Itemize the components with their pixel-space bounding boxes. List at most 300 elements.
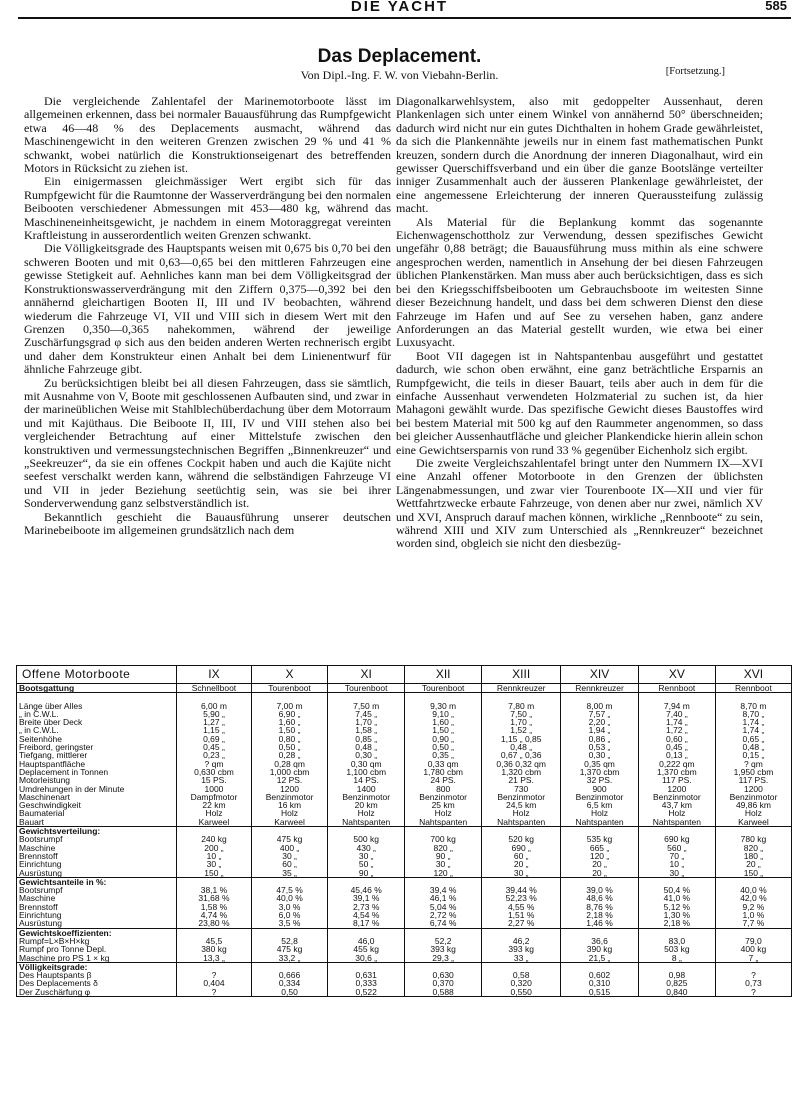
cell-value: 150 „ [204, 867, 224, 878]
table-cell [177, 928, 252, 962]
cell-value: 10 „ [669, 859, 685, 870]
cell-value: 52,8 [281, 935, 298, 946]
cell-value: 1,27 „ [203, 717, 225, 728]
row-label: Hauptspantfläche [19, 758, 86, 769]
cell-value: Holz [357, 808, 375, 819]
row-label: Der Zuschärfung φ [19, 986, 91, 997]
cell-value: 1200 [743, 783, 763, 794]
table-cell [561, 928, 639, 962]
cell-value: 4,54 % [352, 910, 380, 921]
table-cell [328, 877, 405, 928]
cell-value: 400 „ [279, 842, 300, 853]
cell-value: 0,13 „ [665, 750, 688, 761]
cell-value: 0,50 „ [278, 742, 301, 753]
cell-value: 90 „ [435, 850, 451, 861]
row-label: Rumpf pro Tonne Depl. [19, 944, 107, 955]
table-cell [177, 877, 252, 928]
cell-value: 2,73 % [352, 901, 380, 912]
cell-value: 6,90 „ [278, 708, 301, 719]
cell-value: 0,522 [355, 986, 377, 997]
cell-value: 43,7 km [661, 800, 692, 811]
cell-value: 430 „ [356, 842, 376, 853]
cell-value: 8,70 m [740, 700, 767, 711]
row-label: Bootsrumpf [19, 885, 63, 896]
table-cell [405, 827, 482, 878]
row-label: Einrichtung [19, 910, 62, 921]
cell-value: 1,50 „ [432, 725, 455, 736]
cell-value: 1,000 cbm [269, 766, 310, 777]
cell-value: 83,0 [668, 935, 686, 946]
table-cell [482, 877, 561, 928]
cell-value: 8,00 m [586, 700, 613, 711]
table-cell [482, 928, 561, 962]
table-cell [251, 827, 327, 878]
article-title: Das Deplacement. [317, 46, 482, 67]
cell-value: 0,58 [512, 970, 530, 981]
cell-value: 393 kg [430, 944, 456, 955]
paragraph: Zu berücksichtigen bleibt bei all diesen Fahrzeugen, dass sie sämtlich, mit Ausnahme von V, Boote mit geschlossenen Aufbauten sind, und zwar in der marineüblichen Weise mit Stahlblechüberdachung über dem Motorraum und mit Kajüthaus. Die Beiboote II, III, IV und VIII stehen also bei vergleichender Betrachtung auf einer Mittelstufe zwischen den konstruktiven und vermessungstechnischen Begriffen „Binnenkreuzer“ und „Seekreuzer“, da sie ein offenes Cockpit haben und auch die Kajüte nicht seefest verschalkt werden kann, während die selbständigen Fahrzeuge VI und VII in jeder Beziehung seetüchtig sein, was sie bei ihrer Sonderverwendung ganz selbstverständlich ist. [24, 375, 391, 511]
cell-value: 0,840 [666, 986, 688, 997]
cell-value: 90 „ [358, 867, 374, 878]
cell-value: Karweel [274, 816, 305, 827]
section-labels [17, 962, 177, 996]
row-label: Bootsgattung [19, 683, 75, 693]
paragraph: Boot VII dagegen ist in Nahtspantenbau ausgeführt und gestattet dadurch, wie schon oben erwähnt, eine ganz beträchtliche Ersparnis an Rumpfgewicht, die teils in dieser Bauart, teils aber auch in dem für die einfache Aussenhaut verwendeten Holzmaterial zu suchen ist, da hier Mahagoni gewählt wurde. Das spezifische Gewicht dieses Baustoffes wird bei bestem Material mit 500 kg auf den Raummeter angenommen, so dass bei gleicher Aussenhautfläche und gleicher Plankendicke hierin allein schon eine Gewichtsersparnis von rund 33 % gegenüber Eichenholz sich ergibt. [396, 348, 763, 457]
cell-value: 3,0 % [278, 901, 301, 912]
cell-value: 29,3 „ [432, 952, 455, 963]
cell-value: 503 kg [664, 944, 690, 955]
cell-value: 380 kg [201, 944, 227, 955]
cell-value: Dampfmotor [190, 791, 238, 802]
row-label: Brennstoff [19, 901, 58, 912]
continued-note: [Fortsetzung.] [665, 66, 725, 77]
table-cell [405, 693, 482, 827]
cell-value: 7,00 m [276, 700, 303, 711]
cell-value: Nahtspanten [342, 816, 391, 827]
cell-value: 33,2 „ [278, 952, 301, 963]
cell-value: 13,3 „ [203, 952, 225, 963]
cell-value: Holz [205, 808, 223, 819]
section-heading: Völligkeitsgrade: [19, 961, 88, 972]
cell-value: 1,320 cbm [501, 766, 542, 777]
cell-value: 8,70 „ [742, 708, 765, 719]
text-column-left [24, 95, 391, 537]
cell-value: 1,100 cbm [346, 766, 387, 777]
cell-value: 24 PS. [430, 775, 456, 786]
cell-value: 6,00 m [200, 700, 227, 711]
cell-value: Karweel [198, 816, 230, 827]
cell-value: 1,370 cbm [579, 766, 620, 777]
article-byline: Von Dipl.-Ing. F. W. von Viebahn-Berlin. [300, 68, 499, 82]
cell-value: 7,94 m [663, 700, 690, 711]
cell-value: Holz [744, 808, 762, 819]
table-cell [561, 962, 639, 996]
paragraph: Die vergleichende Zahlentafel der Marinemotorboote lässt im allgemeinen erkennen, dass bei normaler Bauausführung das Rumpfgewicht etwa 46—48 % des Deplacements ausmacht, während das Maschinengewicht in den weiteren Grenzen zwischen 29 % und 41 % schwankt, wobei natürlich die Konstruktionseigenart des betreffenden Motors in Rücksicht zu ziehen ist. [24, 94, 391, 176]
section-labels [17, 928, 177, 962]
cell-value: 30 „ [513, 867, 529, 878]
cell-value: 32 PS. [586, 775, 613, 786]
cell-value: 1,780 cbm [423, 766, 464, 777]
cell-value: Benzinmotor [342, 791, 391, 802]
cell-value: Nahtspanten [652, 816, 701, 827]
cell-value: 1,60 „ [432, 717, 455, 728]
cell-value: Benzinmotor [575, 791, 624, 802]
row-label: Tiefgang, mittlerer [19, 750, 88, 761]
cell-value: 500 kg [353, 834, 379, 845]
row-label: Baumaterial [19, 808, 65, 819]
column-header: XIV [561, 666, 639, 684]
cell-value: 1200 [667, 783, 687, 794]
row-label: Einrichtung [19, 859, 62, 870]
cell-value: 0,320 [510, 978, 532, 989]
cell-value: 0,515 [588, 986, 611, 997]
cell-value: 1,74 „ [665, 717, 688, 728]
boat-type-row [17, 684, 791, 693]
cell-value: 3,5 % [278, 918, 301, 929]
table-cell [328, 693, 405, 827]
row-label: Umdrehungen in der Minute [19, 783, 125, 794]
cell-value: 0,67 „ 0,36 [500, 750, 542, 761]
row-label: Motorleistung [19, 775, 71, 786]
cell-value: Karweel [738, 816, 769, 827]
cell-value: 0,631 [355, 970, 377, 981]
table-section-row [17, 827, 791, 878]
cell-value: 7,40 „ [665, 708, 688, 719]
cell-value: ? qm [743, 758, 763, 769]
cell-value: 665 „ [589, 842, 610, 853]
cell-value: 0,98 [668, 970, 686, 981]
cell-value: 10 „ [206, 850, 222, 861]
cell-value: 31,68 % [198, 893, 230, 904]
cell-value: 42,0 % [740, 893, 767, 904]
cell-value: ? qm [204, 758, 224, 769]
row-label: Maschine pro PS 1 × kg [19, 952, 110, 963]
cell-value: 0,69 „ [203, 733, 225, 744]
table-cell [177, 693, 252, 827]
cell-value: 16 km [277, 800, 302, 811]
cell-value: 1,94 „ [588, 725, 611, 736]
table-cell [638, 693, 715, 827]
table-cell [715, 928, 791, 962]
row-label: Ausrüstung [19, 918, 62, 929]
table-cell [715, 962, 791, 996]
cell-value: 0,333 [355, 978, 377, 989]
row-label: Des Deplacements δ [19, 978, 98, 989]
row-label: Rumpf=L×B×H×kg [19, 935, 90, 946]
table-cell: Tourenboot [328, 684, 405, 693]
cell-value: 47,5 % [276, 885, 303, 896]
cell-value: 0,334 [278, 978, 301, 989]
cell-value: 2,20 „ [588, 717, 611, 728]
cell-value: 535 kg [586, 834, 613, 845]
table-cell [561, 877, 639, 928]
cell-value: 4,55 % [507, 901, 535, 912]
cell-value: 20 „ [513, 859, 529, 870]
cell-value: 0,222 qm [659, 758, 695, 769]
cell-value: 0,23 „ [203, 750, 225, 761]
cell-value: 390 kg [586, 944, 613, 955]
cell-value: Benzinmotor [653, 791, 701, 802]
cell-value: Nahtspanten [419, 816, 468, 827]
cell-value: 0,48 „ [510, 742, 533, 753]
cell-value: 1,52 „ [510, 725, 533, 736]
cell-value: 0,60 „ [665, 733, 688, 744]
cell-value: 0,370 [432, 978, 454, 989]
cell-value: 38,1 % [200, 885, 228, 896]
table-cell [638, 962, 715, 996]
cell-value: 1,74 „ [742, 725, 765, 736]
row-label: Seitenhöhe [19, 733, 63, 744]
table-cell [251, 877, 327, 928]
cell-value: 0,50 „ [432, 742, 455, 753]
cell-value: 33 „ [513, 952, 529, 963]
cell-value: 1,46 % [586, 918, 613, 929]
table-cell [177, 962, 252, 996]
table-cell [715, 693, 791, 827]
cell-value: 1000 [204, 783, 224, 794]
cell-value: Benzinmotor [419, 791, 468, 802]
cell-value: 4,74 % [200, 910, 228, 921]
cell-value: 1,950 cbm [733, 766, 774, 777]
cell-value: 20 „ [592, 867, 607, 878]
cell-value: 7,50 m [353, 700, 380, 711]
cell-value: Nahtspanten [575, 816, 624, 827]
cell-value: 0,15 „ [742, 750, 765, 761]
cell-value: 30 „ [435, 859, 451, 870]
cell-value: 7,45 „ [355, 708, 378, 719]
cell-value: 393 kg [508, 944, 534, 955]
row-label: Maschine [19, 893, 56, 904]
table-cell [638, 877, 715, 928]
cell-value: 0,310 [588, 978, 611, 989]
paragraph: Ein einigermassen gleichmässiger Wert ergibt sich für das Rumpfgewicht für die Raumtonne der Wasserverdrängung bei den normalen Beibooten verschiedener Abmessungen mit 453—480 kg, während das Maschineneinheitsgewicht, je nachdem in einem Motoraggregat vereinten Kraftleistung in ausserordentlich weiten Grenzen schwankt. [24, 174, 391, 243]
cell-value: 820 „ [433, 842, 453, 853]
cell-value: 21,5 „ [588, 952, 611, 963]
cell-value: 800 [436, 783, 451, 794]
cell-value: 2,18 % [663, 918, 691, 929]
cell-value: 0,36 0,32 qm [496, 758, 546, 769]
column-header: XVI [715, 666, 791, 684]
cell-value: Holz [281, 808, 299, 819]
table-cell [482, 827, 561, 878]
cell-value: 0,65 „ [742, 733, 765, 744]
cell-value: 50,4 % [663, 885, 691, 896]
cell-value: 0,45 „ [203, 742, 225, 753]
cell-value: 60 „ [282, 859, 297, 870]
cell-value: 690 kg [664, 834, 690, 845]
cell-value: 0,630 [432, 970, 454, 981]
section-labels [17, 693, 177, 827]
cell-value: 30,6 „ [355, 952, 378, 963]
cell-value: 0,825 [666, 978, 688, 989]
cell-value: 49,86 km [735, 800, 771, 811]
table-cell [177, 827, 252, 878]
cell-value: 6,0 % [278, 910, 301, 921]
cell-value: 560 „ [667, 842, 687, 853]
cell-value: 70 „ [669, 850, 685, 861]
cell-value: Benzinmotor [497, 791, 546, 802]
cell-value: 520 kg [508, 834, 534, 845]
cell-value: ? [751, 970, 756, 981]
row-label: „ in C.W.L. [19, 725, 59, 736]
cell-value: 1,60 „ [278, 717, 301, 728]
cell-value: 0,86 „ [588, 733, 611, 744]
cell-value: 150 „ [743, 867, 764, 878]
cell-value: 6,5 km [586, 800, 613, 811]
cell-value: 6,74 % [429, 918, 457, 929]
cell-value: 9,2 % [742, 901, 765, 912]
cell-value: Benzinmotor [729, 791, 778, 802]
cell-value: 820 „ [743, 842, 764, 853]
table-header-row [17, 666, 791, 684]
cell-value: 7,7 % [742, 918, 765, 929]
section-labels [17, 877, 177, 928]
row-label: Bootsrumpf [19, 834, 63, 845]
column-header: X [251, 666, 327, 684]
table-cell [638, 928, 715, 962]
cell-value: 455 kg [353, 944, 379, 955]
cell-value: 21 PS. [508, 775, 534, 786]
table-cell [638, 827, 715, 878]
cell-value: 39,1 % [352, 893, 380, 904]
cell-value: 0,50 [281, 986, 298, 997]
cell-value: Holz [434, 808, 452, 819]
cell-value: 7,50 „ [510, 708, 533, 719]
table-cell [561, 827, 639, 878]
row-label: Maschine [19, 842, 56, 853]
cell-value: 35 „ [282, 867, 297, 878]
table-cell [328, 928, 405, 962]
cell-value: Benzinmotor [265, 791, 314, 802]
cell-value: 5,12 % [663, 901, 691, 912]
cell-value: 0,588 [432, 986, 454, 997]
cell-value: 0,404 [203, 978, 225, 989]
cell-value: 700 kg [430, 834, 456, 845]
table-cell: Schnellboot [177, 684, 252, 693]
cell-value: 0,602 [588, 970, 611, 981]
cell-value: 2,27 % [507, 918, 535, 929]
table-cell [405, 928, 482, 962]
cell-value: 0,35 „ [432, 750, 455, 761]
cell-value: 0,90 „ [432, 733, 455, 744]
cell-value: 120 „ [589, 850, 610, 861]
cell-value: 24,5 km [506, 800, 537, 811]
row-label: Bauart [19, 816, 45, 827]
table-cell [715, 877, 791, 928]
cell-value: 1,72 „ [665, 725, 688, 736]
cell-value: 52,2 [434, 935, 452, 946]
cell-value: 0,666 [278, 970, 301, 981]
cell-value: 30 „ [206, 859, 222, 870]
cell-value: 2,18 % [586, 910, 613, 921]
row-label: Deplacement in Tonnen [19, 766, 109, 777]
table-cell [482, 962, 561, 996]
row-label: Des Hauptspants β [19, 970, 92, 981]
cell-value: 1,74 „ [742, 717, 765, 728]
comparison-table [16, 665, 792, 997]
cell-value: 1,70 „ [510, 717, 533, 728]
cell-value: 20 „ [592, 859, 607, 870]
section-heading: Gewichtskoeffizienten: [19, 927, 112, 938]
cell-value: 2,72 % [429, 910, 457, 921]
row-label: Freibord, geringster [19, 742, 94, 753]
cell-value: 117 PS. [662, 775, 692, 786]
cell-value: 0,45 „ [665, 742, 688, 753]
cell-value: 22 km [202, 800, 226, 811]
column-header: XII [405, 666, 482, 684]
table-section-row [17, 877, 791, 928]
table-cell: Rennboot [715, 684, 791, 693]
section-labels [17, 827, 177, 878]
cell-value: 48,6 % [586, 893, 613, 904]
table-cell: Rennkreuzer [561, 684, 639, 693]
cell-value: 40,0 % [740, 885, 767, 896]
cell-value: 79,0 [745, 935, 762, 946]
cell-value: Nahtspanten [497, 816, 546, 827]
cell-value: 5,90 „ [203, 708, 225, 719]
row-label: Ausrüstung [19, 867, 62, 878]
cell-value: 117 PS. [738, 775, 769, 786]
cell-value: 7 „ [748, 952, 759, 963]
table-title: Offene Motorboote [17, 666, 177, 684]
cell-value: 39,4 % [429, 885, 457, 896]
cell-value: 8 „ [671, 952, 682, 963]
cell-value: 0,630 cbm [194, 766, 234, 777]
cell-value: 400 kg [740, 944, 767, 955]
cell-value: 40,0 % [276, 893, 303, 904]
cell-value: 9,30 m [430, 700, 457, 711]
paragraph: Als Material für die Beplankung kommt das sogenannte Eichenwagenschottholz zur Verwendung, dessen spezifisches Gewicht ungefähr 0,88 beträgt; die Bauausführung muss mithin als eine schwere angesprochen werden, namentlich in Ansehung der bei diesen Fahrzeugen üblichen Plankenstärken. Man muss aber auch berücksichtigen, dass es sich bei den Kriegsschiffsbeibooten um Gebrauchsboote im weitesten Sinne dieser Bezeichnung handelt, und dass bei dem schweren Dienst den diese Fahrzeuge im Hafen und auf See zu versehen haben, ganz andere Anforderungen an das Material gestellt wurden, wie etwa bei einer Luxusyacht. [396, 214, 763, 350]
cell-value: 36,6 [591, 935, 608, 946]
table-cell [482, 693, 561, 827]
table-cell [251, 693, 327, 827]
cell-value: ? [211, 970, 217, 981]
cell-value: 1,370 cbm [657, 766, 697, 777]
cell-value: Holz [512, 808, 530, 819]
text-column-right [396, 95, 763, 551]
cell-value: 45,46 % [350, 885, 382, 896]
cell-value: 14 PS. [353, 775, 379, 786]
row-label: Brennstoff [19, 850, 58, 861]
header-rule [18, 17, 791, 19]
section-heading: Gewichtsanteile in %: [19, 876, 107, 887]
cell-value: 0,35 qm [584, 758, 615, 769]
cell-value: 0,85 „ [355, 733, 378, 744]
cell-value: 475 kg [276, 944, 303, 955]
paragraph: Bekanntlich geschieht die Bauausführung unserer deutschen Marinebeiboote im allgemeinen grundsätzlich nach dem [24, 509, 391, 537]
cell-value: 1,70 „ [355, 717, 378, 728]
cell-value: 780 kg [740, 834, 767, 845]
cell-value: 30 „ [669, 867, 685, 878]
table-section-row [17, 693, 791, 827]
paragraph: Diagonalkarwehlsystem, also mit gedoppelter Aussenhaut, deren Plankenlagen sich unter einem Winkel von annähernd 50° überschneiden; dadurch wird nicht nur ein gutes Dichthalten in hohem Grade gewährleistet, da sich die Plankennähte jeweils nur in einem fast mathematischen Punkt kreuzen, sondern durch die Anordnung der inneren Diagonalhaut, wird ein gewisser Querschiffsverband und ein über die ganze Bootslänge verteilter inniger Zusammenhalt auch der äusseren Plankenlage gewährleistet, der eine angemessene Erleichterung der inneren Queraussteifung zulässig macht. [396, 94, 763, 216]
cell-value: 5,04 % [429, 901, 457, 912]
cell-value: 46,2 [512, 935, 530, 946]
cell-value: 7,80 m [508, 700, 535, 711]
cell-value: 1200 [280, 783, 299, 794]
column-header: XI [328, 666, 405, 684]
cell-value: 1400 [356, 783, 376, 794]
column-header: XV [638, 666, 715, 684]
table-cell: Tourenboot [405, 684, 482, 693]
cell-value: 690 „ [511, 842, 531, 853]
cell-value: 120 „ [433, 867, 453, 878]
cell-value: 1,15 „ [203, 725, 225, 736]
section-heading: Gewichtsverteilung: [19, 826, 101, 837]
cell-value: 20 km [354, 800, 378, 811]
cell-value: 475 kg [276, 834, 303, 845]
cell-value: 0,48 „ [355, 742, 378, 753]
